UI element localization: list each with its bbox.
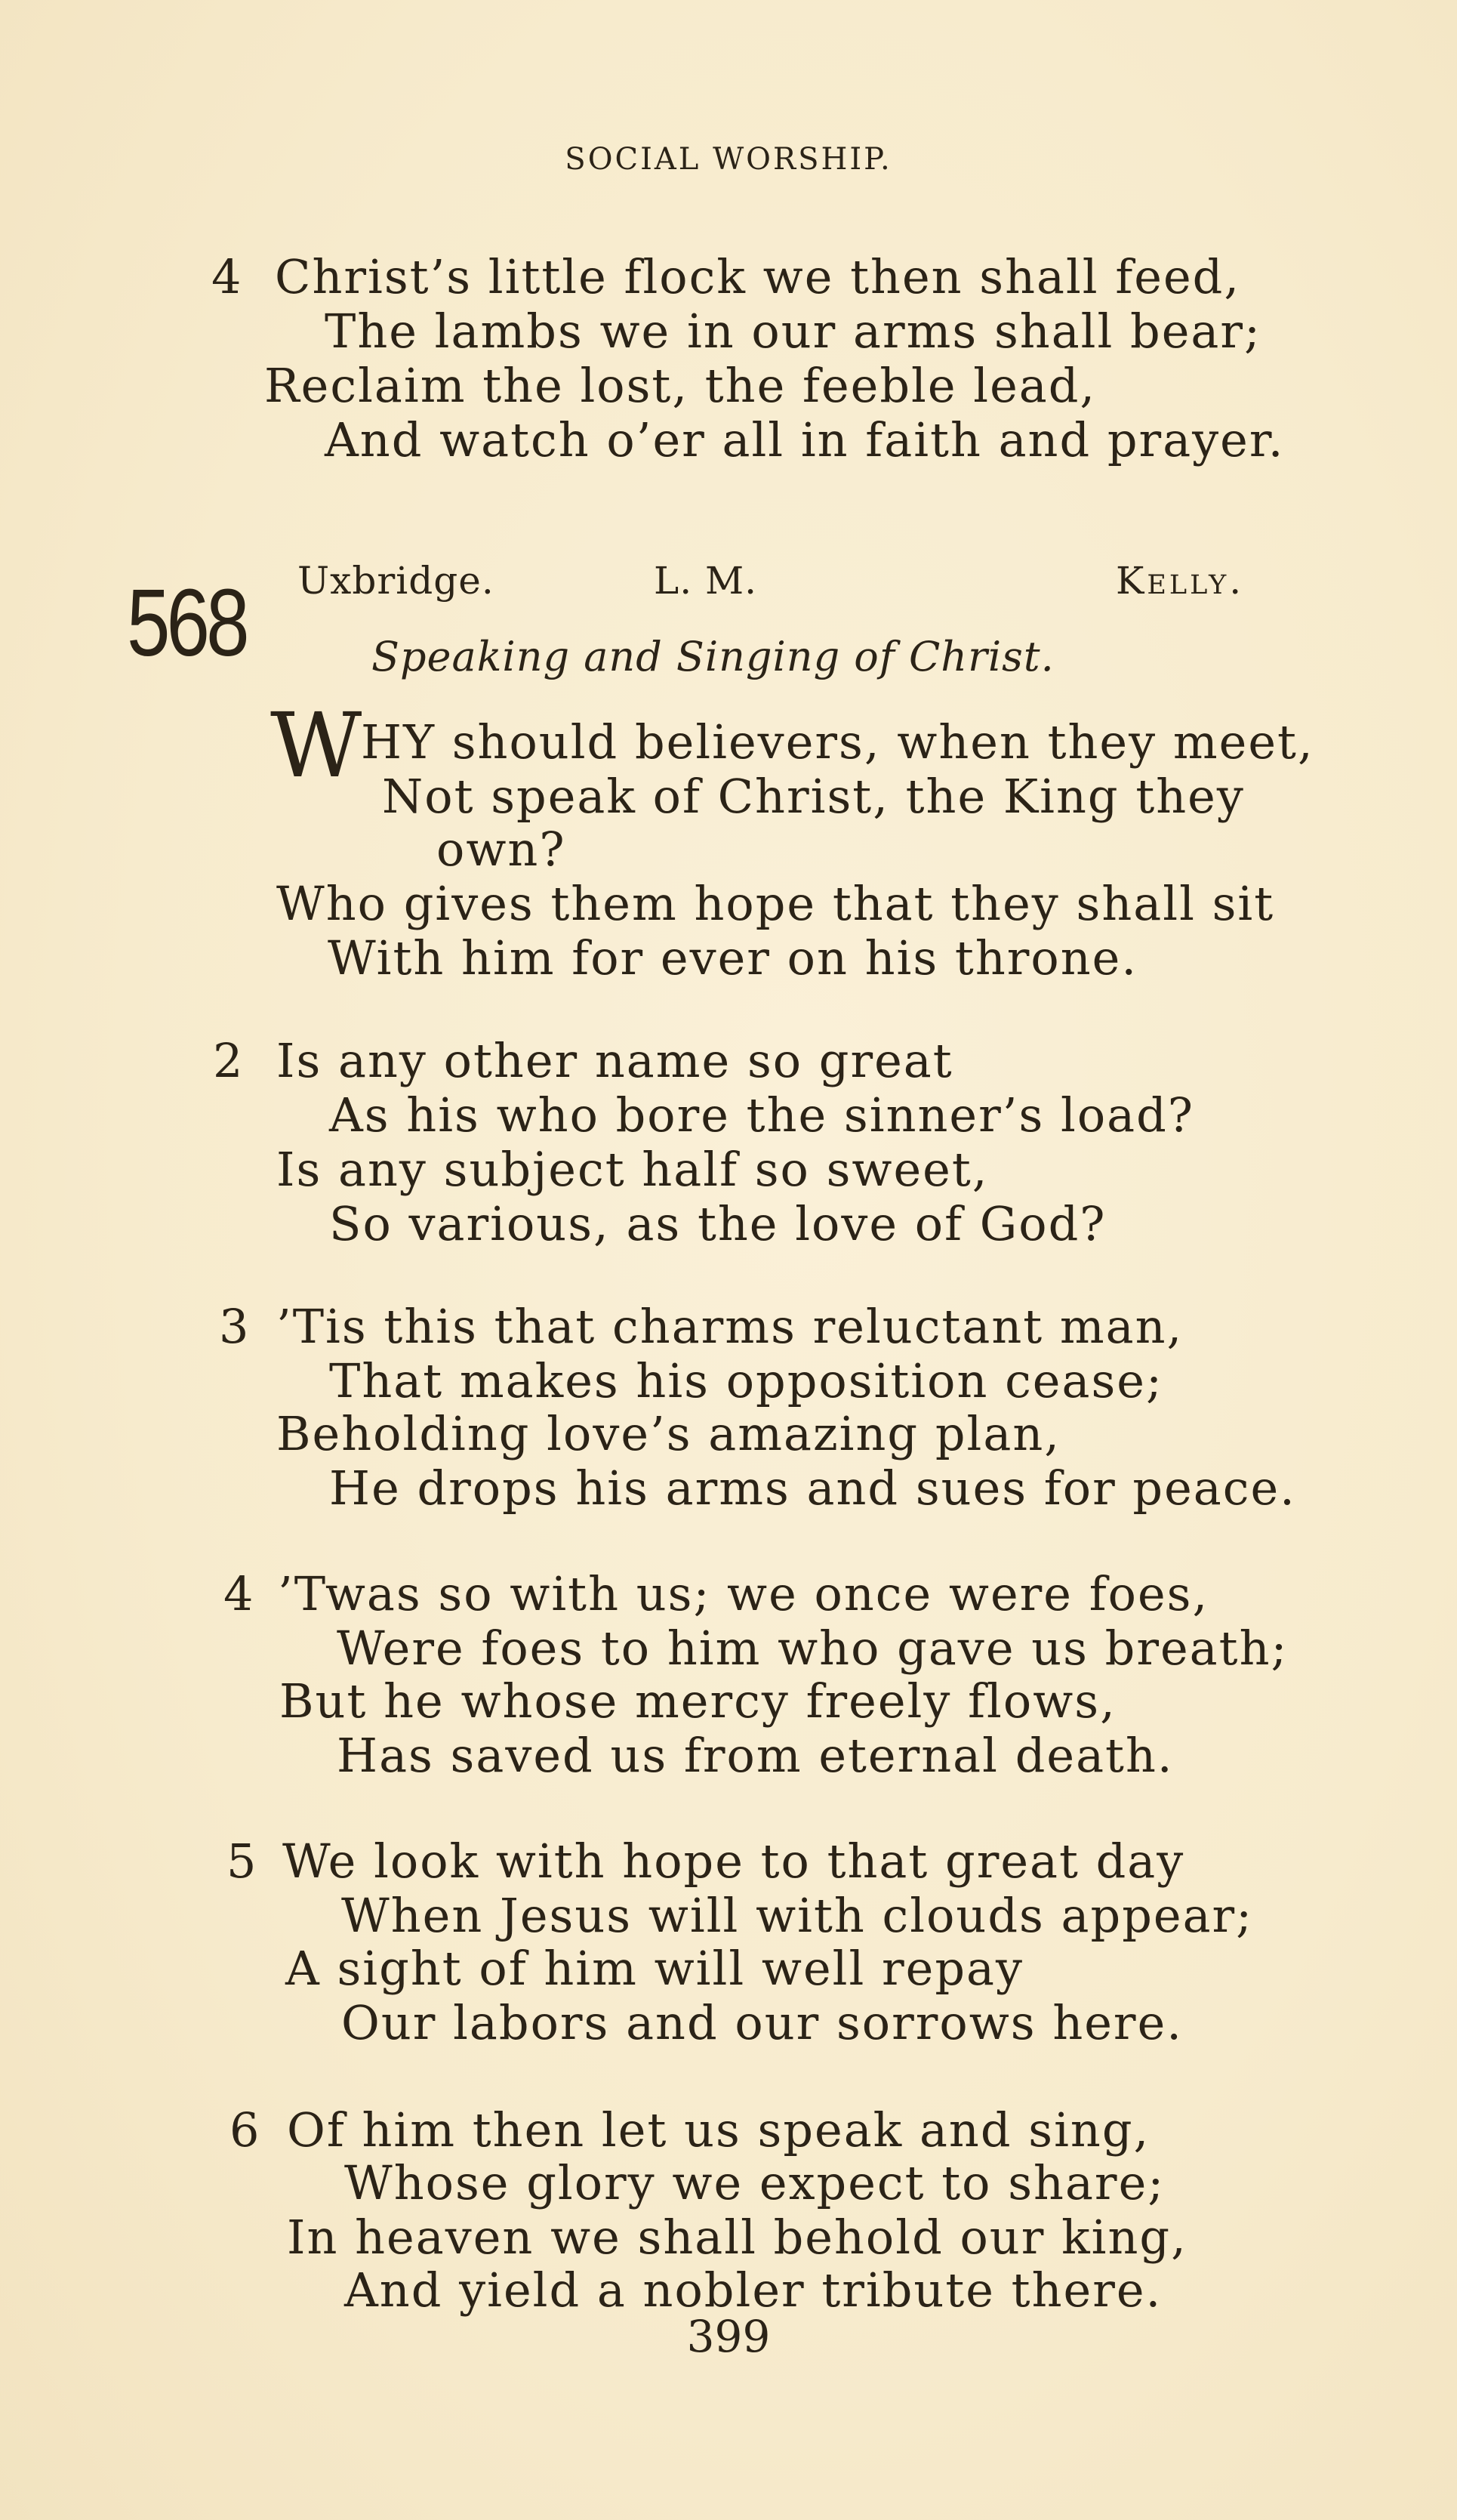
verse-line: Is any other name so great bbox=[276, 1033, 953, 1088]
verse-line: Not speak of Christ, the King they bbox=[382, 769, 1245, 824]
running-head: SOCIAL WORSHIP. bbox=[565, 142, 892, 177]
verse-line: Reclaim the lost, the feeble lead, bbox=[264, 358, 1097, 413]
page-number: 399 bbox=[686, 2311, 771, 2362]
verse-line: Of him then let us speak and sing, bbox=[287, 2102, 1151, 2158]
verse-line: The lambs we in our arms shall bear; bbox=[325, 304, 1261, 359]
verse-line: Christ’s little flock we then shall feed, bbox=[275, 249, 1241, 304]
verse-line: Has saved us from eternal death. bbox=[337, 1728, 1174, 1783]
verse-line: HY should believers, when they meet, bbox=[361, 714, 1314, 770]
verse-line: ’Twas so with us; we once were foes, bbox=[278, 1566, 1209, 1621]
verse-line: That makes his opposition cease; bbox=[329, 1353, 1163, 1408]
verse-line: Were foes to him who gave us breath; bbox=[337, 1621, 1289, 1676]
stanza-number: 4 bbox=[223, 1566, 254, 1621]
verse-line: So various, as the love of God? bbox=[329, 1196, 1107, 1251]
verse-line: Is any subject half so sweet, bbox=[276, 1142, 989, 1197]
verse-line: With him for ever on his throne. bbox=[328, 930, 1138, 985]
verse-line: Who gives them hope that they shall sit bbox=[276, 876, 1275, 931]
author: Kelly. bbox=[1116, 559, 1245, 603]
verse-line: He drops his arms and sues for peace. bbox=[329, 1460, 1296, 1516]
verse-line: Whose glory we expect to share; bbox=[344, 2155, 1166, 2210]
meter: L. M. bbox=[654, 559, 758, 603]
tune-name: Uxbridge. bbox=[297, 559, 494, 603]
verse-line: And yield a nobler tribute there. bbox=[344, 2262, 1163, 2318]
verse-line: As his who bore the sinner’s load? bbox=[329, 1087, 1195, 1143]
drop-cap: W bbox=[270, 693, 362, 797]
verse-line: In heaven we shall behold our king, bbox=[287, 2210, 1187, 2265]
verse-line: And watch o’er all in faith and prayer. bbox=[325, 412, 1285, 467]
verse-line: We look with hope to that great day bbox=[282, 1834, 1185, 1889]
verse-line: But he whose mercy freely flows, bbox=[279, 1673, 1117, 1729]
stanza-number: 3 bbox=[219, 1299, 249, 1354]
verse-line: A sight of him will well repay bbox=[285, 1941, 1024, 1996]
stanza-number: 6 bbox=[229, 2102, 260, 2158]
stanza-number: 2 bbox=[213, 1033, 243, 1088]
hymn-subtitle: Speaking and Singing of Christ. bbox=[371, 633, 1055, 680]
verse-line: When Jesus will with clouds appear; bbox=[341, 1888, 1254, 1943]
verse-line: own? bbox=[436, 822, 566, 877]
hymn-number: 568 bbox=[127, 569, 246, 676]
stanza-number: 4 bbox=[211, 249, 242, 304]
verse-line: Beholding love’s amazing plan, bbox=[276, 1406, 1061, 1461]
verse-line: ’Tis this that charms reluctant man, bbox=[276, 1299, 1184, 1354]
verse-line: Our labors and our sorrows here. bbox=[341, 1995, 1183, 2050]
stanza-number: 5 bbox=[226, 1834, 257, 1889]
